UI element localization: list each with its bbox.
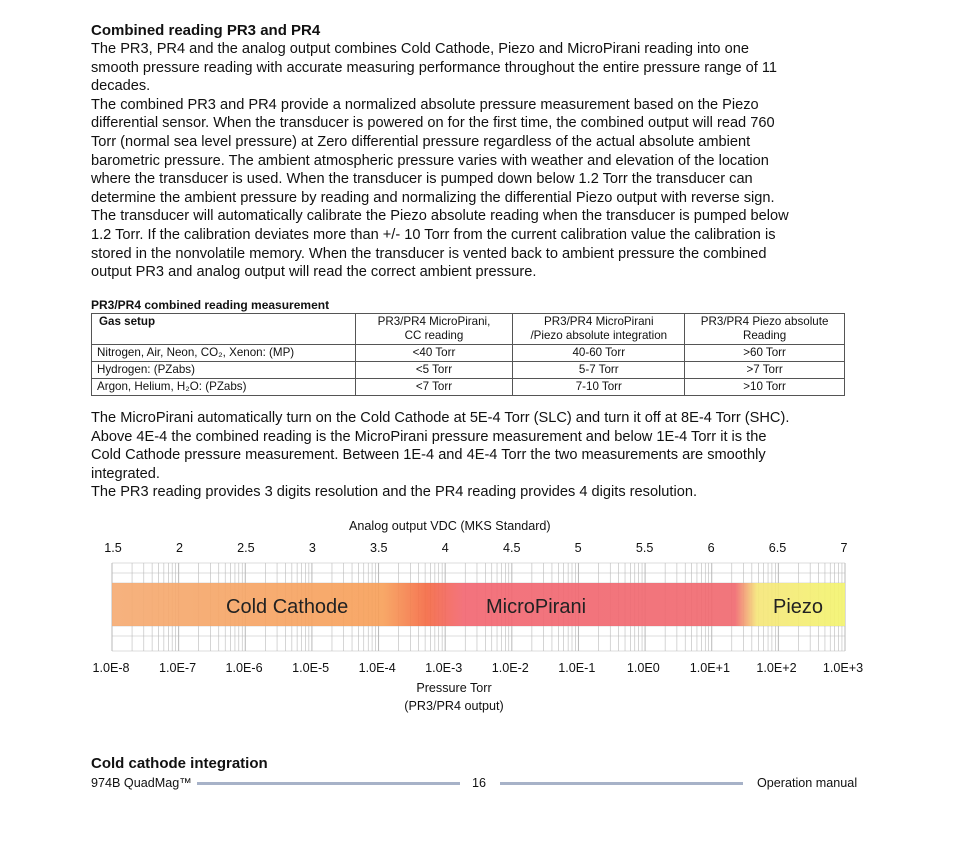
band-label-micropirani: MicroPirani — [486, 596, 587, 618]
section-heading-cold-cathode: Cold cathode integration — [91, 755, 268, 772]
top-tick-label: 4 — [441, 541, 449, 555]
table-cell: <5 Torr — [355, 362, 513, 379]
text-line: decades. — [91, 78, 151, 95]
footer-product-text: 974B QuadMag™ — [91, 776, 192, 790]
band-label-piezo: Piezo — [773, 596, 824, 618]
bottom-tick-label: 1.0E+1 — [689, 661, 731, 675]
text-line: 1.2 Torr. If the calibration deviates more than +/- 10 Torr from the current calibration value the calibration is — [91, 226, 776, 243]
table-cell: Argon, Helium, H₂O: (PZabs) — [92, 379, 356, 396]
table-cell: Hydrogen: (PZabs) — [92, 362, 356, 379]
page-number: 16 — [472, 776, 487, 790]
top-tick-label: 6.5 — [768, 541, 787, 555]
table-cell: 40-60 Torr — [513, 345, 685, 362]
top-tick-label: 5.5 — [635, 541, 654, 555]
text-line: Above 4E-4 the combined reading is the MicroPirani pressure measurement and below 1E-4 Torr it is the — [91, 428, 767, 445]
bottom-tick-label: 1.0E-6 — [225, 661, 263, 675]
top-tick-label: 3.5 — [370, 541, 388, 555]
footer-rule-left — [197, 782, 460, 785]
table-cell: 7-10 Torr — [513, 379, 685, 396]
x-axis-label: Pressure Torr — [416, 681, 492, 695]
top-tick-label: 3 — [308, 541, 316, 555]
footer-rule-right — [500, 782, 743, 785]
table-cell: >60 Torr — [685, 345, 845, 362]
text-line: where the transducer is used. When the transducer is pumped down below 1.2 Torr the transducer can — [91, 171, 753, 188]
footer-manual: Operation manual — [757, 776, 858, 790]
text-line: differential sensor. When the transducer is powered on for the first time, the combined output will read 760 — [91, 115, 775, 132]
text-line: The combined PR3 and PR4 provide a normalized absolute pressure measurement based on the Piezo — [91, 96, 759, 113]
top-tick-label: 7 — [840, 541, 848, 555]
table-cell: <7 Torr — [355, 379, 513, 396]
table-header-cell: PR3/PR4 Piezo absolute Reading — [685, 314, 845, 345]
top-tick-label: 1.5 — [104, 541, 122, 555]
bottom-tick-label: 1.0E-1 — [558, 661, 596, 675]
table-header-cell: Gas setup — [92, 314, 356, 345]
text-line: The MicroPirani automatically turn on the Cold Cathode at 5E-4 Torr (SLC) and turn it off at 8E-4 Torr (SHC). — [91, 410, 790, 426]
bottom-tick-label: 1.0E+3 — [822, 661, 864, 675]
text-line: The transducer will automatically calibrate the Piezo absolute reading when the transducer is pumped below — [91, 208, 789, 225]
table-cell: 5-7 Torr — [513, 362, 685, 379]
top-tick-label: 2.5 — [237, 541, 255, 555]
bottom-tick-label: 1.0E-2 — [491, 661, 529, 675]
top-tick-label: 5 — [574, 541, 582, 555]
top-tick-label: 2 — [175, 541, 183, 555]
text-line: output PR3 and analog output will read the correct ambient pressure. — [91, 264, 537, 281]
x-axis-label-sub: (PR3/PR4 output) — [404, 699, 504, 713]
chart-title: Analog output VDC (MKS Standard) — [349, 519, 551, 533]
table-header-cell: PR3/PR4 MicroPirani /Piezo absolute integration — [513, 314, 685, 345]
text-line: Cold Cathode pressure measurement. Between 1E-4 and 4E-4 Torr the two measurements are smoothly — [91, 447, 766, 464]
top-tick-label: 6 — [707, 541, 715, 555]
text-line: The PR3 reading provides 3 digits resolution and the PR4 reading provides 4 digits resolution. — [91, 484, 697, 501]
bottom-tick-label: 1.0E-5 — [292, 661, 330, 675]
bottom-tick-label: 1.0E0 — [626, 661, 660, 675]
text-line: integrated. — [91, 465, 160, 482]
table-title: PR3/PR4 combined reading measurement — [91, 298, 330, 312]
bottom-tick-label: 1.0E-3 — [425, 661, 463, 675]
range-band — [112, 583, 845, 626]
text-line: The PR3, PR4 and the analog output combines Cold Cathode, Piezo and MicroPirani reading into one — [91, 41, 749, 57]
text-line: barometric pressure. The ambient atmospheric pressure varies with weather and elevation of the location — [91, 152, 769, 169]
table-cell: <40 Torr — [355, 345, 513, 362]
text-line: determine the ambient pressure by reading and normalizing the differential Piezo output with reverse sign. — [91, 189, 775, 206]
top-tick-label: 4.5 — [502, 541, 521, 555]
text-line: smooth pressure reading with accurate measuring performance throughout the entire pressure range of 11 — [91, 59, 778, 76]
bottom-tick-label: 1.0E-7 — [158, 661, 197, 675]
table-cell: Nitrogen, Air, Neon, CO₂, Xenon: (MP) — [92, 345, 356, 362]
table-cell: >10 Torr — [685, 379, 845, 396]
bottom-tick-label: 1.0E-8 — [92, 661, 130, 675]
text-line: stored in the nonvolatile memory. When the transducer is vented back to ambient pressure the combined — [91, 245, 767, 262]
band-label-cold-cathode: Cold Cathode — [226, 596, 349, 618]
footer-product — [91, 776, 192, 790]
table-header-cell: PR3/PR4 MicroPirani, CC reading — [355, 314, 513, 345]
bottom-tick-label: 1.0E+2 — [756, 661, 797, 675]
bottom-tick-label: 1.0E-4 — [358, 661, 396, 675]
text-line: Torr (normal sea level pressure) at Zero differential pressure regardless of the actual absolute ambient — [91, 133, 751, 150]
table-cell: >7 Torr — [685, 362, 845, 379]
section-heading: Combined reading PR3 and PR4 — [91, 22, 321, 39]
